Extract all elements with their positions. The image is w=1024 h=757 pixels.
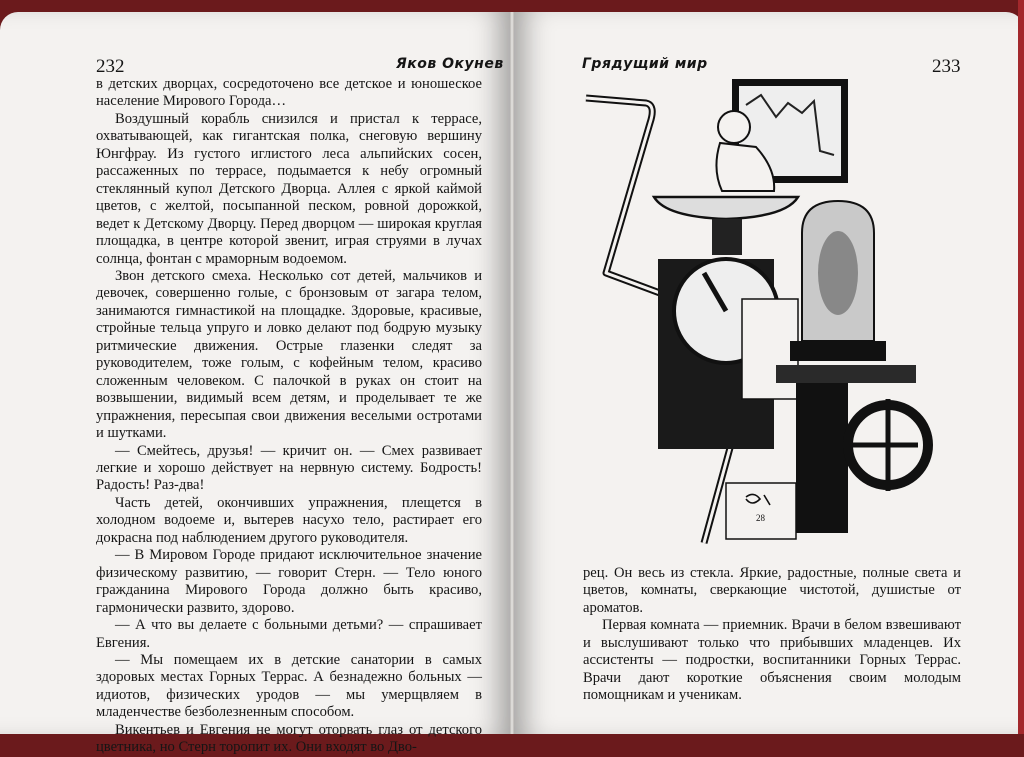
book-gutter bbox=[510, 12, 514, 734]
baby-head bbox=[718, 111, 750, 143]
infant-figure bbox=[818, 231, 858, 315]
running-head-author: Яков Окунев bbox=[396, 56, 504, 72]
paragraph: — Смейтесь, друзья! — кричит он. — Смех развивает легкие и хорошо действует на нервную систему. Бодрость! Радость! Раз-два! bbox=[96, 442, 482, 494]
artist-signature-number: 28 bbox=[756, 513, 765, 523]
illustration-glass-dome-and-scale bbox=[576, 73, 918, 545]
paragraph: — А что вы делаете с больными детьми? — спрашивает Евгения. bbox=[96, 617, 482, 651]
paragraph: Часть детей, окончивших упражнения, плещется в холодном водоеме и, вытерев насухо тело, растирает его докрасна под наблюдением другого руководителя. bbox=[96, 494, 482, 546]
left-page-text bbox=[96, 76, 482, 757]
left-page bbox=[0, 12, 512, 756]
paragraph: — Мы помещаем их в детские санатории в самых здоровых местах Горных Террас. А безнадежно больных — идиотов, физических уродов — мы умерщвляем в младенчестве безболезненным способом. bbox=[96, 651, 482, 721]
running-head-title: Грядущий мир bbox=[582, 56, 708, 72]
book-cover-edge bbox=[1018, 0, 1024, 734]
paragraph: Первая комната — приемник. Врачи в белом взвешивают и выслушивают только что прибывших младенцев. Их ассистенты — подростки, воспитанники Горных Террас. Врачи дают короткие объяснения своим молодым помощникам и ученикам. bbox=[583, 617, 961, 704]
paper-sheet bbox=[742, 299, 798, 399]
page-number-left: 232 bbox=[96, 56, 125, 77]
pedestal bbox=[796, 383, 848, 533]
paragraph: рец. Он весь из стекла. Яркие, радостные, полные света и цветов, комнаты, сверкающие чистотой, душистые от ароматов. bbox=[583, 565, 961, 616]
page-number-right: 233 bbox=[932, 56, 961, 77]
scale-pan bbox=[654, 197, 798, 219]
right-page-text bbox=[583, 565, 961, 705]
paragraph: Воздушный корабль снизился и пристал к террасе, охватывающей, как гигантская полка, снеговую вершину Юнгфрау. Из густого иглистого леса альпийских сосен, рассаженных по террасе, подымается к небу огромный стеклянный купол Детского Дворца. Аллея с яркой каймой цветов, с желтой, посыпанной песком, ровной дорожкой, ведет к Детскому Дворцу. Перед дворцом — широкая круглая площадка, в центре которой звенит, играя струями в лучах солнца, фонтан с мраморным водоемом. bbox=[96, 110, 482, 267]
paragraph: Викентьев и Евгения не могут оторвать глаз от детского цветника, но Стерн торопит их. Они входят во Дво- bbox=[96, 721, 482, 756]
dome-base bbox=[790, 341, 886, 361]
signature-box bbox=[726, 483, 796, 539]
scale-stem bbox=[712, 219, 742, 255]
paragraph: в детских дворцах, сосредоточено все детское и юношеское население Мирового Города… bbox=[96, 76, 482, 110]
wooden-shelf bbox=[776, 365, 916, 383]
paragraph: Звон детского смеха. Несколько сот детей, мальчиков и девочек, совершенно голые, с бронзовым от загара телом, занимаются гимнастикой на площадке. Здоровые, красивые, стройные тельца упруго и ловко делают под бодрую музыку ритмические движения. Острые глазенки следят за руководителем, тоже голым, с кофейным телом, красиво сложенным человеком. С палочкой в руках он стоит на возвышении, видимый всем детям, и проделывает те же упражнения, пересыпая свои движения веселыми остротами и шутками. bbox=[96, 267, 482, 442]
paragraph: — В Мировом Городе придают исключительное значение физическому развитию, — говорит Стерн. — Тело юного гражданина Мирового Города должно быть красиво, гармонически развито, здорово. bbox=[96, 547, 482, 616]
